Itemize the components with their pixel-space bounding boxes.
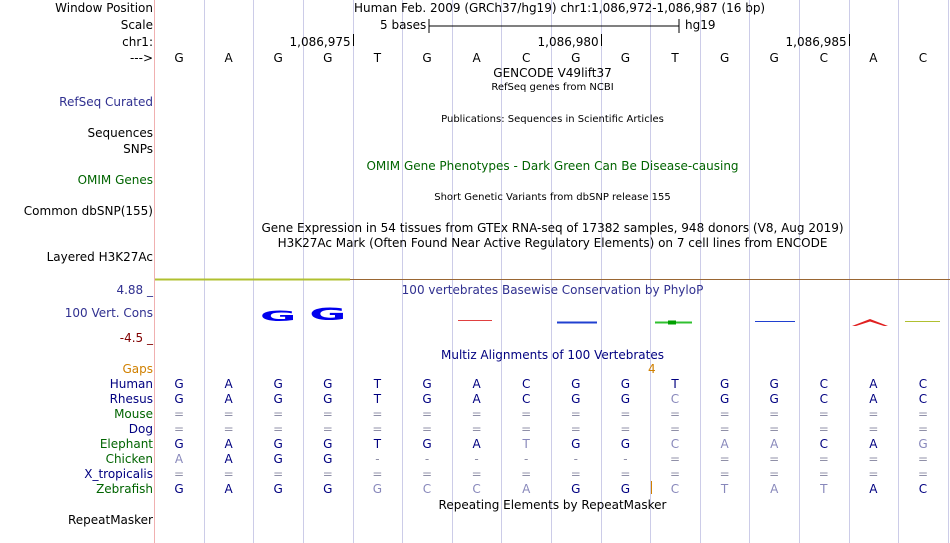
alignment-base: =: [521, 407, 532, 421]
alignment-base: A: [472, 377, 481, 391]
alignment-base: A: [472, 392, 481, 406]
alignment-base: G: [323, 482, 333, 496]
species-label-dog[interactable]: Dog: [128, 422, 153, 436]
window-position-label: Window Position: [55, 1, 153, 15]
omim-track-title[interactable]: OMIM Gene Phenotypes - Dark Green Can Be Disease-causing: [366, 159, 739, 173]
alignment-base: =: [521, 467, 532, 481]
alignment-base: A: [869, 482, 878, 496]
gtex-track-title[interactable]: Gene Expression in 54 tissues from GTEx RNA-seq of 17382 samples, 948 donors (V8, Aug 2019): [261, 221, 844, 235]
alignment-base: =: [769, 407, 780, 421]
layered-h3k27ac-label[interactable]: Layered H3K27Ac: [46, 250, 153, 264]
alignment-base: T: [720, 482, 729, 496]
alignment-base: A: [770, 437, 779, 451]
alignment-base: G: [174, 437, 184, 451]
alignment-base: T: [820, 482, 828, 496]
species-label-zebrafish[interactable]: Zebrafish: [96, 482, 153, 496]
coordinate-label: 1,086,985: [785, 35, 847, 49]
reference-base: A: [472, 51, 481, 65]
alignment-base: =: [570, 422, 581, 436]
alignment-base: G: [273, 452, 283, 466]
h3k27ac-track-title[interactable]: H3K27Ac Mark (Often Found Near Active Regulatory Elements) on 7 cell lines from ENCODE: [277, 236, 828, 250]
alignment-base: G: [273, 437, 283, 451]
alignment-base: =: [372, 407, 383, 421]
alignment-base: A: [224, 377, 233, 391]
repeatmasker-label[interactable]: RepeatMasker: [67, 513, 153, 527]
alignment-base: G: [620, 437, 631, 451]
refseq-track-subtitle: RefSeq genes from NCBI: [491, 82, 614, 93]
alignment-base: A: [224, 392, 233, 406]
alignment-base: =: [421, 422, 433, 436]
alignment-base: =: [868, 452, 879, 466]
conservation-logo-letter: G: [260, 307, 297, 325]
alignment-base: G: [620, 377, 631, 391]
alignment-base: =: [223, 407, 234, 421]
alignment-base: =: [322, 422, 333, 436]
omim-genes-label[interactable]: OMIM Genes: [77, 173, 153, 187]
alignment-base: =: [917, 407, 929, 421]
alignment-base: =: [173, 407, 185, 421]
alignment-base: -: [474, 452, 479, 466]
alignment-base: =: [917, 467, 929, 481]
cons-max-label: 4.88 _: [116, 283, 153, 297]
alignment-base: =: [769, 467, 780, 481]
alignment-base: =: [223, 467, 234, 481]
alignment-base: G: [769, 377, 779, 391]
alignment-base: C: [422, 482, 432, 496]
alignment-base: =: [769, 422, 780, 436]
alignment-base: =: [273, 467, 284, 481]
coordinate-label: 1,086,980: [537, 35, 599, 49]
alignment-base: =: [818, 467, 829, 481]
alignment-base: =: [471, 422, 482, 436]
alignment-base: G: [323, 377, 333, 391]
alignment-base: =: [322, 467, 333, 481]
snps-label[interactable]: SNPs: [123, 142, 153, 156]
alignment-base: -: [573, 452, 578, 466]
publications-track-title[interactable]: Publications: Sequences in Scientific Articles: [441, 114, 664, 125]
alignment-base: =: [620, 422, 631, 436]
strand-label: --->: [129, 51, 153, 65]
alignment-base: =: [273, 422, 284, 436]
alignment-base: G: [422, 437, 432, 451]
alignment-base: =: [471, 407, 482, 421]
reference-base: G: [769, 51, 779, 65]
alignment-base: T: [373, 377, 382, 391]
phylop-track-title[interactable]: 100 vertebrates Basewise Conservation by PhyloP: [401, 283, 704, 297]
alignment-base: C: [819, 377, 828, 391]
alignment-base: =: [719, 452, 730, 466]
conservation-logo-letter: [852, 319, 888, 326]
scale-bases: 5 bases: [380, 18, 427, 32]
alignment-base: -: [424, 452, 430, 466]
alignment-base: T: [671, 377, 679, 391]
alignment-base: =: [173, 422, 185, 436]
multiz-track-title[interactable]: Multiz Alignments of 100 Vertebrates: [440, 348, 665, 362]
alignment-base: =: [570, 467, 581, 481]
alignment-base: =: [620, 467, 631, 481]
alignment-base: C: [819, 437, 828, 451]
reference-base: G: [422, 51, 432, 65]
alignment-base: G: [620, 482, 631, 496]
alignment-base: A: [770, 482, 779, 496]
alignment-base: =: [818, 407, 829, 421]
alignment-base: C: [670, 392, 680, 406]
reference-base: G: [719, 51, 730, 65]
alignment-base: =: [471, 467, 482, 481]
sequences-label[interactable]: Sequences: [87, 126, 153, 140]
alignment-base: G: [719, 377, 730, 391]
reference-base: G: [571, 51, 581, 65]
alignment-base: C: [521, 377, 531, 391]
alignment-base: G: [323, 437, 333, 451]
alignment-base: G: [273, 377, 283, 391]
alignment-base: C: [918, 392, 928, 406]
alignment-base: =: [273, 407, 284, 421]
alignment-base: =: [421, 407, 433, 421]
alignment-base: A: [522, 482, 531, 496]
dbsnp-track-title[interactable]: Short Genetic Variants from dbSNP release 155: [434, 192, 671, 203]
alignment-base: =: [769, 452, 780, 466]
alignment-base: =: [223, 422, 234, 436]
alignment-base: G: [422, 377, 432, 391]
alignment-base: C: [918, 377, 928, 391]
reference-base: A: [869, 51, 878, 65]
alignment-base: G: [323, 392, 333, 406]
alignment-base: A: [224, 452, 233, 466]
alignment-base: T: [522, 437, 530, 451]
alignment-base: =: [173, 467, 185, 481]
scale-assembly: hg19: [685, 18, 716, 32]
alignment-base: =: [372, 422, 383, 436]
cons-min-label: -4.5 _: [119, 331, 153, 345]
repeatmasker-track-title[interactable]: Repeating Elements by RepeatMasker: [438, 498, 667, 512]
alignment-base: A: [869, 377, 878, 391]
alignment-base: =: [818, 422, 829, 436]
alignment-base: =: [669, 452, 681, 466]
alignment-base: C: [918, 482, 928, 496]
alignment-base: A: [869, 437, 878, 451]
alignment-base: =: [521, 422, 532, 436]
species-label-mouse[interactable]: Mouse: [114, 407, 153, 421]
alignment-base: C: [472, 482, 481, 496]
alignment-base: =: [719, 422, 730, 436]
reference-base: G: [174, 51, 184, 65]
alignment-base: =: [868, 467, 879, 481]
reference-base: C: [918, 51, 928, 65]
alignment-base: C: [670, 482, 680, 496]
reference-base: C: [521, 51, 531, 65]
alignment-base: G: [620, 392, 631, 406]
species-label-x_tropicalis[interactable]: X_tropicalis: [84, 467, 153, 481]
species-label-human[interactable]: Human: [109, 377, 153, 391]
alignment-base: C: [819, 392, 828, 406]
alignment-base: G: [422, 392, 432, 406]
gencode-track-title[interactable]: GENCODE V49lift37: [493, 66, 612, 80]
alignment-base: =: [620, 407, 631, 421]
alignment-base: C: [670, 437, 680, 451]
100-vert-cons-label[interactable]: 100 Vert. Cons: [64, 306, 153, 320]
alignment-base: =: [421, 467, 433, 481]
alignment-base: A: [869, 392, 878, 406]
alignment-base: G: [174, 392, 184, 406]
alignment-base: =: [669, 467, 681, 481]
alignment-base: A: [472, 437, 481, 451]
alignment-base: G: [571, 482, 581, 496]
reference-base: G: [323, 51, 333, 65]
alignment-base: -: [375, 452, 380, 466]
alignment-base: G: [719, 392, 730, 406]
reference-base: T: [671, 51, 679, 65]
alignment-base: G: [174, 377, 184, 391]
alignment-base: -: [524, 452, 529, 466]
alignment-base: A: [720, 437, 729, 451]
alignment-base: G: [571, 377, 581, 391]
conservation-logo-letter: G: [309, 304, 347, 324]
alignment-base: -: [623, 452, 628, 466]
alignment-base: =: [818, 452, 829, 466]
gaps-label[interactable]: Gaps: [122, 362, 153, 376]
alignment-base: =: [372, 467, 383, 481]
alignment-base: =: [719, 467, 730, 481]
reference-base: A: [224, 51, 233, 65]
common-dbsnp-label[interactable]: Common dbSNP(155): [23, 204, 153, 218]
chrom-label: chr1:: [122, 35, 153, 49]
reference-base: G: [620, 51, 631, 65]
coordinate-label: 1,086,975: [289, 35, 351, 49]
zebrafish-gap-marker: [651, 481, 652, 494]
species-label-rhesus[interactable]: Rhesus: [109, 392, 153, 406]
alignment-base: =: [868, 407, 879, 421]
alignment-base: A: [174, 452, 184, 466]
alignment-base: G: [323, 452, 333, 466]
alignment-base: =: [868, 422, 879, 436]
alignment-base: G: [273, 482, 283, 496]
window-position-value: Human Feb. 2009 (GRCh37/hg19) chr1:1,086,972-1,086,987 (16 bp): [354, 1, 766, 15]
alignment-base: =: [570, 407, 581, 421]
gap-count: 4: [648, 362, 656, 376]
scale-label: Scale: [120, 18, 153, 32]
alignment-base: A: [224, 482, 233, 496]
alignment-base: G: [918, 437, 928, 451]
alignment-base: A: [224, 437, 233, 451]
species-label-elephant[interactable]: Elephant: [99, 437, 153, 451]
alignment-base: C: [521, 392, 531, 406]
alignment-base: G: [372, 482, 383, 496]
alignment-base: G: [769, 392, 779, 406]
alignment-base: G: [174, 482, 184, 496]
alignment-base: =: [917, 452, 929, 466]
species-label-chicken[interactable]: Chicken: [105, 452, 153, 466]
alignment-base: =: [917, 422, 929, 436]
alignment-base: =: [719, 407, 730, 421]
alignment-base: G: [273, 392, 283, 406]
reference-base: G: [273, 51, 283, 65]
reference-base: T: [373, 51, 382, 65]
alignment-base: T: [373, 437, 382, 451]
alignment-base: =: [669, 422, 681, 436]
alignment-base: =: [669, 407, 681, 421]
alignment-base: =: [322, 407, 333, 421]
alignment-base: G: [571, 437, 581, 451]
refseq-curated-label[interactable]: RefSeq Curated: [59, 95, 153, 109]
alignment-base: G: [571, 392, 581, 406]
alignment-base: T: [373, 392, 382, 406]
reference-base: C: [819, 51, 828, 65]
